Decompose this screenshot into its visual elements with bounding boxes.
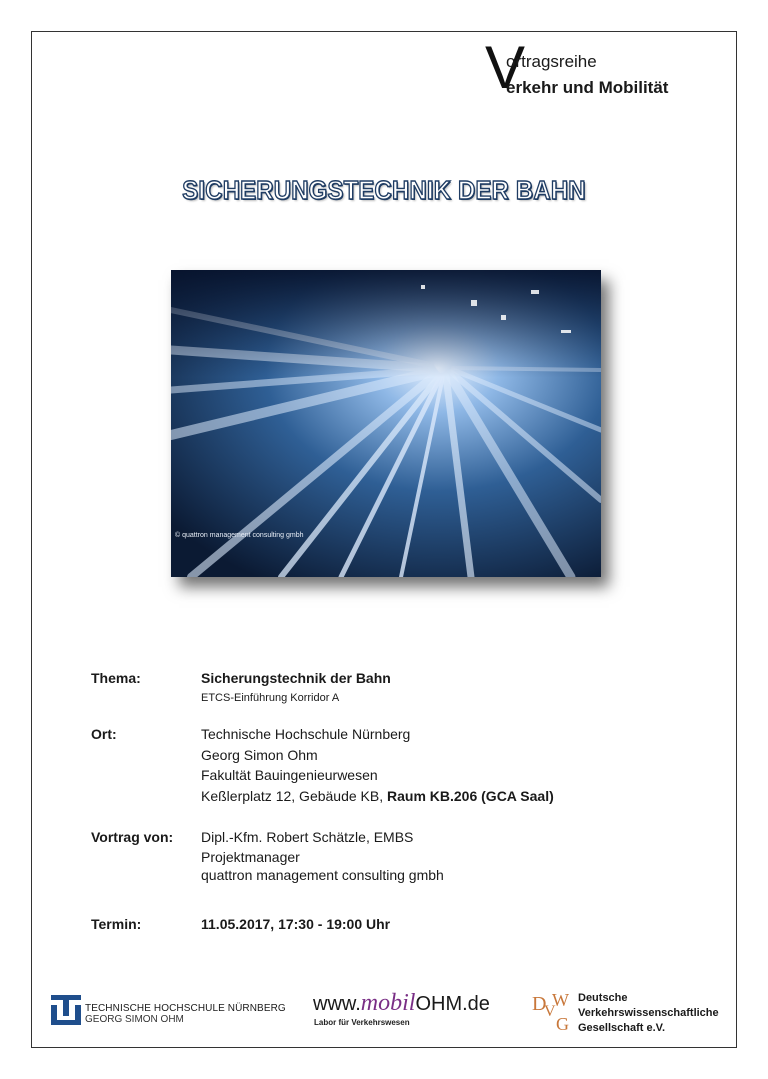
series-line1: ortragsreihe <box>506 52 597 71</box>
thema-title: Sicherungstechnik der Bahn <box>201 670 391 686</box>
svg-text:D: D <box>532 993 547 1015</box>
motion-blur-photo <box>171 270 601 577</box>
speaker-company: quattron management consulting gmbh <box>201 867 444 883</box>
speaker-role: Projektmanager <box>201 849 300 865</box>
ort-label: Ort: <box>91 726 117 742</box>
dvwg-logo <box>530 990 574 1034</box>
dvwg-line2: Verkehrswissenschaftliche <box>578 1007 719 1019</box>
ort-room: Raum KB.206 (GCA Saal) <box>387 788 554 804</box>
th-subname: GEORG SIMON OHM <box>85 1014 184 1025</box>
dvwg-name <box>578 991 719 1036</box>
series-line2: erkehr und Mobilität <box>506 78 669 97</box>
svg-text:V: V <box>544 1003 556 1020</box>
mobil-prefix: www. <box>313 993 361 1015</box>
page-title: SICHERUNGSTECHNIK DER BAHN <box>182 175 586 205</box>
svg-text:W: W <box>552 990 569 1010</box>
svg-text:G: G <box>556 1014 569 1034</box>
ort-line4 <box>201 786 554 806</box>
mobil-mid: mobil <box>360 990 416 1016</box>
dvwg-line3: Gesellschaft e.V. <box>578 1022 666 1034</box>
mobil-subtitle: Labor für Verkehrswesen <box>314 1018 410 1027</box>
th-nuernberg-logo <box>51 995 81 1025</box>
ort-line1: Technische Hochschule Nürnberg <box>201 726 411 742</box>
mobil-suffix: OHM.de <box>415 993 490 1015</box>
thema-label: Thema: <box>91 670 141 686</box>
vortrag-label: Vortrag von: <box>91 829 174 845</box>
termin-label: Termin: <box>91 916 142 932</box>
mobilohm-logo <box>313 990 490 1017</box>
th-name: TECHNISCHE HOCHSCHULE NÜRNBERG <box>85 1003 286 1014</box>
series-header <box>485 34 735 104</box>
dvwg-line1: Deutsche <box>578 992 628 1004</box>
series-initial: V <box>485 34 526 101</box>
termin-value: 11.05.2017, 17:30 - 19:00 Uhr <box>201 916 391 932</box>
ort-address: Keßlerplatz 12, Gebäude KB, <box>201 788 387 804</box>
photo-credit: © quattron management consulting gmbh <box>175 532 304 539</box>
thema-subtitle: ETCS-Einführung Korridor A <box>201 692 340 704</box>
ort-line2: Georg Simon Ohm <box>201 747 318 763</box>
ort-line3: Fakultät Bauingenieurwesen <box>201 767 378 783</box>
speaker-name: Dipl.-Kfm. Robert Schätzle, EMBS <box>201 829 414 845</box>
